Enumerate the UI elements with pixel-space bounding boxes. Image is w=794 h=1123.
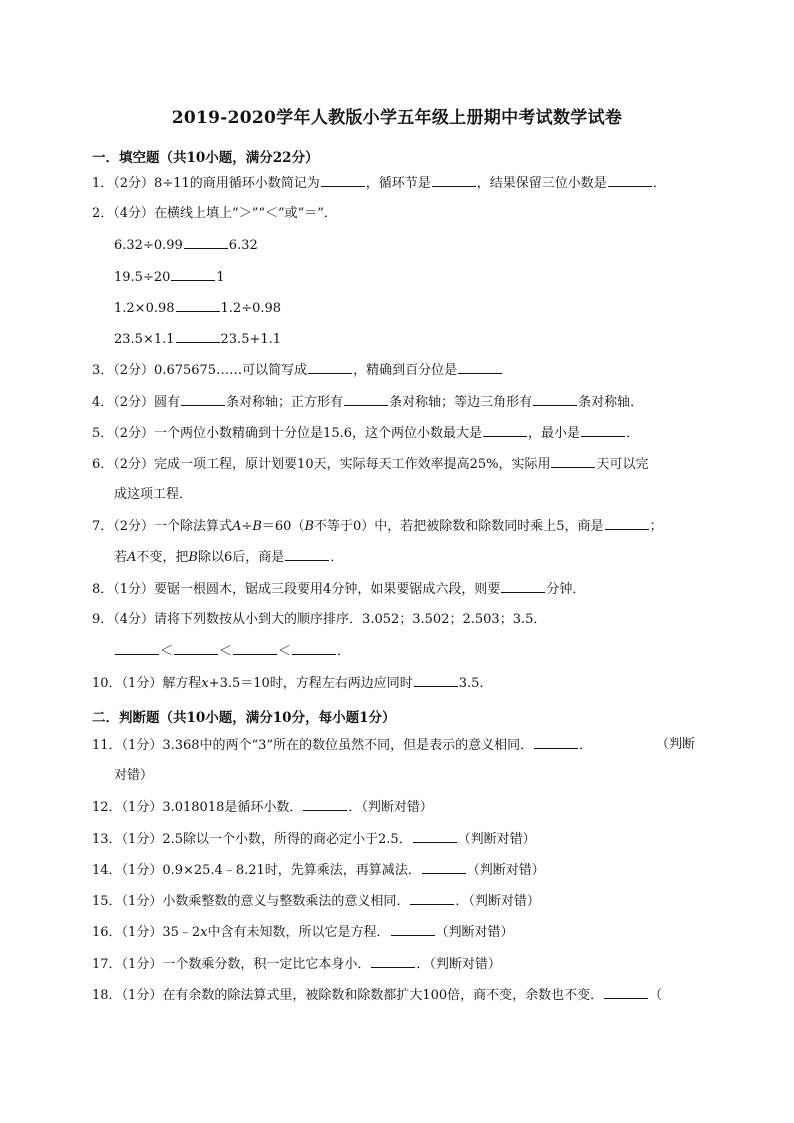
answer-blank[interactable] xyxy=(533,392,577,406)
q9-text-a: 9．（4分）请将下列数按从小到大的顺序排序．3.052；3.502；2.503；3.5． xyxy=(92,612,547,627)
question-5 xyxy=(92,423,639,444)
answer-blank[interactable] xyxy=(184,235,228,249)
q2-sub-left: 1.2×0.98 xyxy=(114,301,175,316)
answer-blank[interactable] xyxy=(233,641,277,655)
answer-blank[interactable] xyxy=(176,298,220,312)
answer-blank[interactable] xyxy=(414,673,458,687)
q3-text-b: ，精确到百分位是 xyxy=(353,363,458,378)
question-13 xyxy=(92,829,536,850)
variable-b: B xyxy=(252,519,262,534)
q13-text-a: 13．（1分）2.5除以一个小数，所得的商必定小于2.5． xyxy=(92,832,412,847)
q5-text-b: ，最小是 xyxy=(528,426,581,441)
answer-blank[interactable] xyxy=(422,860,466,874)
q3-text-a: 3．（2分）0.675675……可以简写成 xyxy=(92,363,308,378)
answer-blank[interactable] xyxy=(285,547,329,561)
q2-sub-2 xyxy=(114,267,225,288)
answer-blank[interactable] xyxy=(308,360,352,374)
q7-text-e: 若 xyxy=(114,550,128,565)
q2-sub-right: 23.5+1.1 xyxy=(220,332,282,347)
q2-text: 2．（4分）在横线上填上“＞”“＜”或“＝”． xyxy=(92,206,337,221)
q6-text-c: 成这项工程． xyxy=(114,487,193,502)
q16-text-a: 16．（1分）35﹣2 xyxy=(92,925,201,940)
q7-operator: ÷ xyxy=(241,519,253,534)
q14-text-a: 14．（1分）0.9×25.4﹣8.21时，先算乘法，再算减法． xyxy=(92,863,421,878)
answer-blank[interactable] xyxy=(605,516,649,530)
answer-blank[interactable] xyxy=(176,329,220,343)
q2-sub-3 xyxy=(114,298,281,319)
question-6-continued xyxy=(114,485,192,505)
q11-text-d: 对错） xyxy=(114,768,154,783)
q14-text-b: （判断对错） xyxy=(466,863,545,878)
q1-text-d: ． xyxy=(652,176,666,191)
q11-judge-label: （判断 xyxy=(656,737,696,752)
q1-text-c: ，结果保留三位小数是 xyxy=(476,176,607,191)
q4-text-b: 条对称轴；正方形有 xyxy=(226,395,344,410)
question-9 xyxy=(92,610,546,630)
answer-blank[interactable] xyxy=(413,829,457,843)
q15-text-a: 15．（1分）小数乘整数的意义与整数乘法的意义相同． xyxy=(92,894,410,909)
q2-sub-left: 19.5÷20 xyxy=(114,270,171,285)
answer-blank[interactable] xyxy=(115,641,159,655)
q18-text-a: 18．（1分）在有余数的除法算式里，被除数和除数都扩大100倍，商不变，余数也不变． xyxy=(92,988,604,1003)
q1-text-b: ，循环节是 xyxy=(365,176,431,191)
q15-text-b: ．（判断对错） xyxy=(455,894,540,909)
q2-sub-4 xyxy=(114,329,281,350)
question-8 xyxy=(92,579,585,600)
question-11-continued xyxy=(114,766,153,786)
question-2 xyxy=(92,204,337,224)
less-than-sign: ＜ xyxy=(278,644,292,659)
q17-text-b: ．（判断对错） xyxy=(416,957,501,972)
q2-sub-left: 23.5×1.1 xyxy=(114,332,175,347)
answer-blank[interactable] xyxy=(410,891,454,905)
page-title: 2019-2020学年人教版小学五年级上册期中考试数学试卷 xyxy=(171,108,623,128)
question-18 xyxy=(92,985,662,1006)
q7-text-g: 除以6后，商是 xyxy=(197,550,285,565)
q7-text-h: ． xyxy=(330,550,344,565)
question-7 xyxy=(92,516,663,537)
q4-text-c: 条对称轴；等边三角形有 xyxy=(389,395,533,410)
variable-b: B xyxy=(304,519,315,534)
less-than-sign: ＜ xyxy=(160,644,174,659)
answer-blank[interactable] xyxy=(608,173,652,187)
question-1 xyxy=(92,173,666,194)
q18-text-b: （ xyxy=(649,988,663,1003)
q10-text-c: 3.5． xyxy=(458,676,493,691)
q10-text-a: 10．（1分）解方程 xyxy=(92,676,202,691)
q7-text-d: ； xyxy=(649,519,663,534)
q1-text-a: 1．（2分）8÷11的商用循环小数简记为 xyxy=(92,176,320,191)
variable-b: B xyxy=(188,550,198,565)
q7-text-a: 7．（2分）一个除法算式 xyxy=(92,519,233,534)
q12-text-b: ．（判断对错） xyxy=(348,800,433,815)
answer-blank[interactable] xyxy=(292,641,336,655)
answer-blank[interactable] xyxy=(371,954,415,968)
variable-a: A xyxy=(127,550,137,565)
question-10 xyxy=(92,673,492,694)
q4-text-d: 条对称轴． xyxy=(578,395,644,410)
q5-text-c: ． xyxy=(626,426,640,441)
q6-text-b: 天可以完 xyxy=(596,457,649,472)
question-3 xyxy=(92,360,503,381)
q17-text-a: 17．（1分）一个数乘分数，积一定比它本身小． xyxy=(92,957,371,972)
answer-blank[interactable] xyxy=(391,922,435,936)
answer-blank[interactable] xyxy=(171,267,215,281)
answer-blank[interactable] xyxy=(181,392,225,406)
question-11 xyxy=(92,735,592,756)
question-4 xyxy=(92,392,643,413)
section-true-false-heading: 二．判断题（共10小题，满分10分，每小题1分） xyxy=(92,710,396,726)
question-7-continued xyxy=(114,547,343,568)
q2-sub-1 xyxy=(114,235,258,256)
variable-x: x xyxy=(201,676,209,691)
answer-blank[interactable] xyxy=(321,173,365,187)
answer-blank[interactable] xyxy=(344,392,388,406)
answer-blank[interactable] xyxy=(174,641,218,655)
variable-a: A xyxy=(232,519,242,534)
q2-sub-right: 1.2÷0.98 xyxy=(220,301,282,316)
q13-text-b: （判断对错） xyxy=(457,832,536,847)
question-9-answers xyxy=(114,641,350,662)
question-14 xyxy=(92,860,545,881)
q7-text-f: 不变，把 xyxy=(136,550,189,565)
answer-blank[interactable] xyxy=(432,173,476,187)
q16-text-b: 中含有未知数，所以它是方程． xyxy=(207,925,390,940)
q4-text-a: 4．（2分）圆有 xyxy=(92,395,181,410)
q8-text-b: 分钟． xyxy=(546,582,586,597)
answer-blank[interactable] xyxy=(581,423,625,437)
question-12 xyxy=(92,797,433,818)
q6-text-a: 6．（2分）完成一项工程，原计划要10天，实际每天工作效率提高25%，实际用 xyxy=(92,457,551,472)
q9-end: ． xyxy=(337,644,351,659)
q12-text-a: 12．（1分）3.018018是循环小数． xyxy=(92,800,303,815)
q10-text-b: +3.5＝10时，方程左右两边应同时 xyxy=(208,676,413,691)
q2-sub-right: 6.32 xyxy=(228,238,258,253)
answer-blank[interactable] xyxy=(483,423,527,437)
question-15 xyxy=(92,891,540,912)
q7-text-c: 不等于0）中，若把被除数和除数同时乘上5，商是 xyxy=(314,519,604,534)
answer-blank[interactable] xyxy=(458,360,502,374)
q8-text-a: 8．（1分）要锯一根圆木，锯成三段要用4分钟，如果要锯成六段，则要 xyxy=(92,582,501,597)
question-17 xyxy=(92,954,501,975)
answer-blank[interactable] xyxy=(303,797,347,811)
q7-text-b: ＝60（ xyxy=(261,519,305,534)
question-6 xyxy=(92,454,649,475)
q2-sub-left: 6.32÷0.99 xyxy=(114,238,183,253)
question-16 xyxy=(92,922,514,943)
section-fill-blank-heading: 一．填空题（共10小题，满分22分） xyxy=(92,150,319,166)
q11-text-b: ． xyxy=(579,738,593,753)
answer-blank[interactable] xyxy=(501,579,545,593)
less-than-sign: ＜ xyxy=(219,644,233,659)
answer-blank[interactable] xyxy=(604,985,648,999)
q11-text-a: 11．（1分）3.368中的两个“3”所在的数位虽然不同，但是表示的意义相同． xyxy=(92,738,534,753)
answer-blank[interactable] xyxy=(534,735,578,749)
answer-blank[interactable] xyxy=(551,454,595,468)
q2-sub-right: 1 xyxy=(216,270,225,285)
q16-text-c: （判断对错） xyxy=(435,925,514,940)
variable-x: x xyxy=(200,925,208,940)
q5-text-a: 5．（2分）一个两位小数精确到十分位是15.6，这个两位小数最大是 xyxy=(92,426,482,441)
